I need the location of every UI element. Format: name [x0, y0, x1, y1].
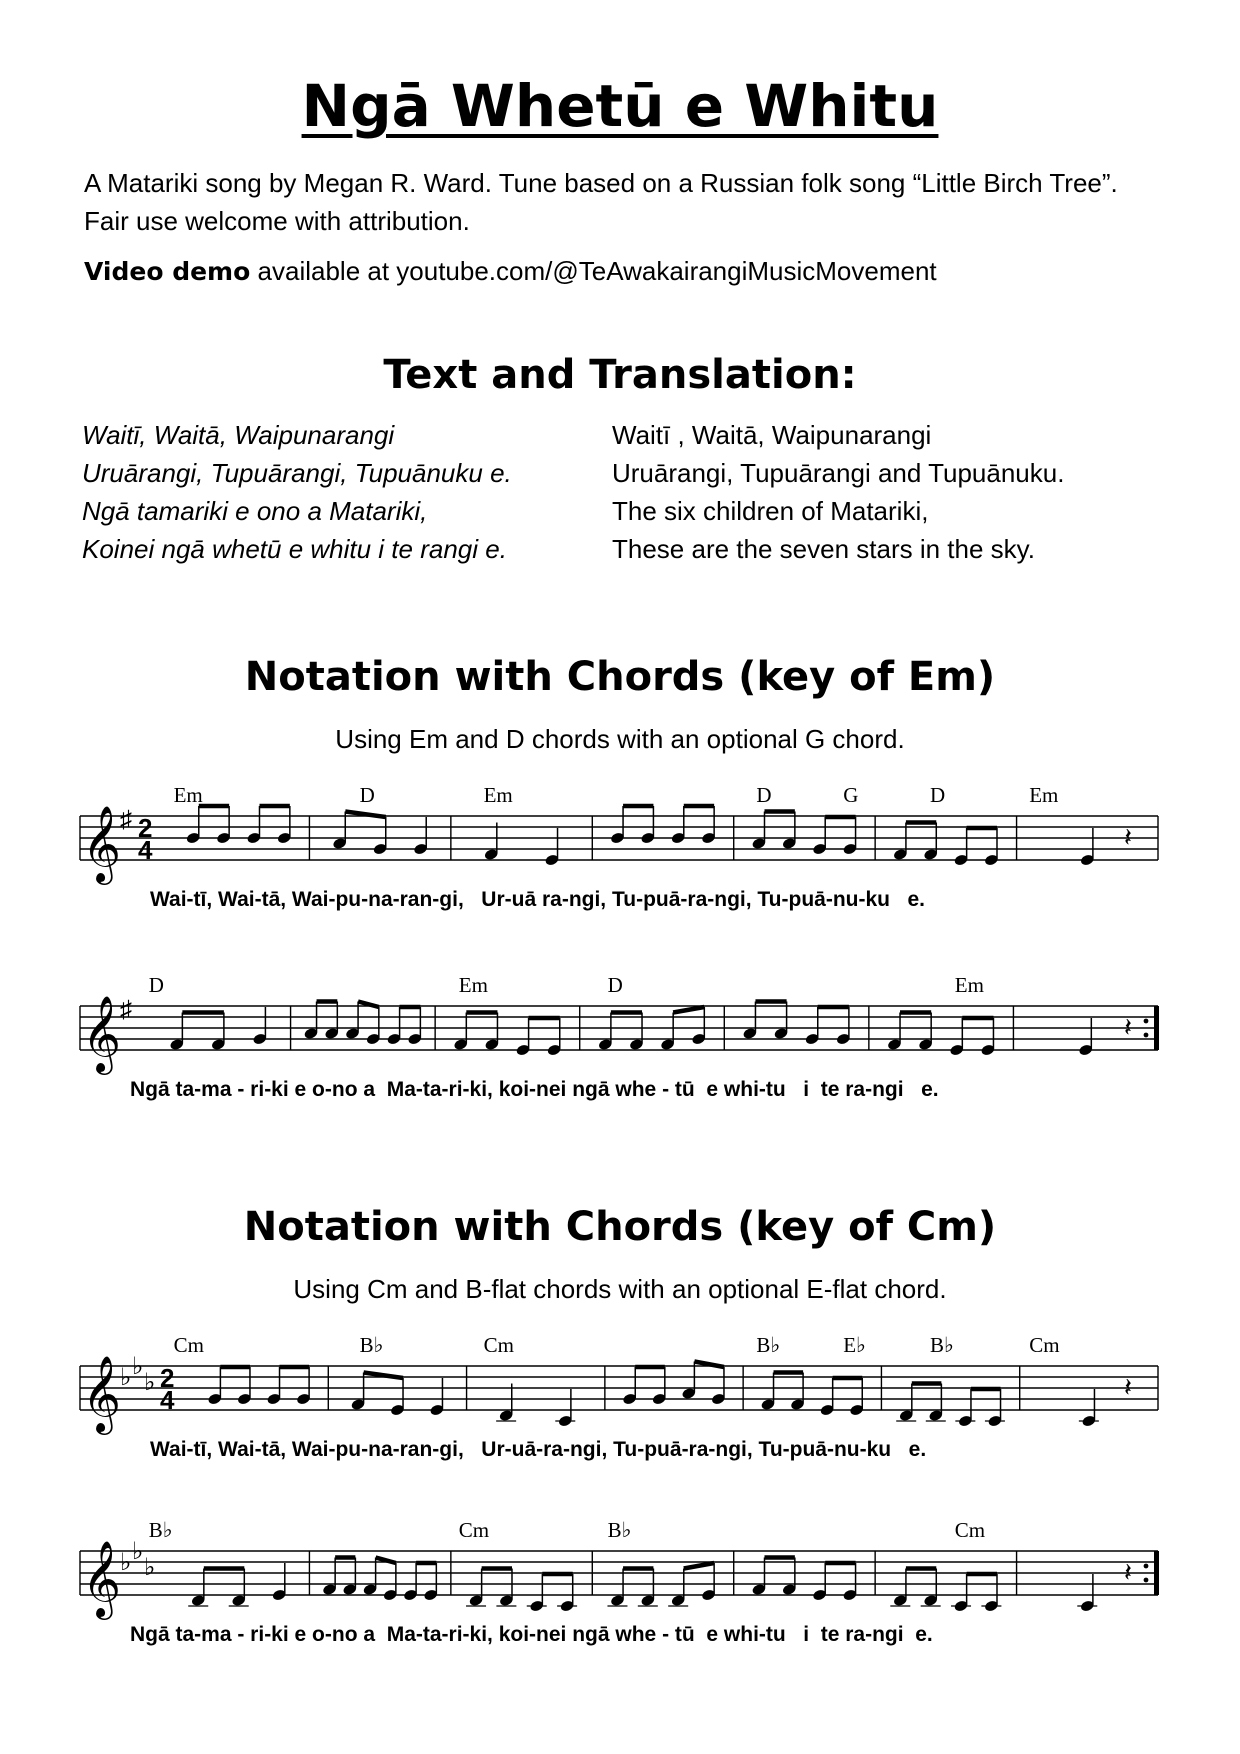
chord-symbol: B♭ [148, 1518, 173, 1542]
flat-key-icon: ♭ [144, 1369, 156, 1396]
chord-symbol: Em [173, 783, 203, 807]
chord-symbol: Em [1029, 783, 1059, 807]
sharp-key-icon: ♯ [120, 996, 132, 1023]
staff-svg [0, 1515, 1240, 1685]
lyrics-line: Ngā ta-ma - ri-ki e o-no a Ma-ta-ri-ki, koi-nei ngā whe - tū e whi-tu i te ra-ngi e. [130, 1623, 933, 1646]
chord-symbol: Cm [954, 1518, 986, 1542]
sharp-key-icon: ♯ [120, 806, 132, 833]
staff-cm-line-2 [0, 1515, 1240, 1685]
maori-line: Ngā tamariki e ono a Matariki, [82, 496, 428, 526]
chord-symbol: B♭ [930, 1333, 954, 1357]
flat-key-icon: ♭ [132, 1353, 144, 1380]
repeat-dot [1144, 1033, 1149, 1038]
chord-symbol: Cm [458, 1518, 490, 1542]
treble-clef-icon: 𝄞 [82, 1356, 122, 1430]
beam [684, 1563, 714, 1569]
video-label: Video demo [84, 257, 251, 286]
time-signature-bottom: 4 [160, 1385, 175, 1415]
translation-heading: Text and Translation: [383, 352, 857, 398]
maori-line: Uruārangi, Tupuārangi, Tupuānuku e. [82, 458, 512, 488]
english-translation [612, 416, 1064, 568]
time-signature-top: 2 [160, 1363, 175, 1393]
english-line: These are the seven stars in the sky. [612, 534, 1035, 564]
chord-symbol: Em [954, 973, 984, 997]
quarter-rest-icon: 𝄽 [1124, 1372, 1132, 1402]
english-line: Uruārangi, Tupuārangi and Tupuānuku. [612, 458, 1065, 488]
video-note [84, 252, 1164, 291]
section-subtitle-em: Using Em and D chords with an optional G chord. [335, 724, 905, 754]
treble-clef-icon: 𝄞 [82, 806, 122, 880]
section-heading-em: Notation with Chords (key of Em) [244, 654, 996, 700]
staff-svg [0, 970, 1240, 1140]
repeat-dot [1144, 1578, 1149, 1583]
quarter-rest-icon: 𝄽 [1124, 822, 1132, 852]
staff-em-line-2 [0, 970, 1240, 1140]
video-link-text: available at youtube.com/@TeAwakairangiMusicMovement [250, 256, 937, 286]
chord-symbol: B♭ [359, 1333, 384, 1357]
repeat-dot [1144, 1019, 1149, 1024]
staff-em-line-1 [0, 780, 1240, 950]
maori-line: Koinei ngā whetū e whitu i te rangi e. [82, 534, 507, 564]
chord-symbol: Em [458, 973, 488, 997]
repeat-barline [1154, 1006, 1159, 1050]
maori-text [82, 416, 512, 568]
english-line: Waitī , Waitā, Waipunarangi [612, 420, 932, 450]
flat-key-icon: ♭ [144, 1554, 156, 1581]
quarter-rest-icon: 𝄽 [1124, 1012, 1132, 1042]
chord-symbol: Cm [483, 1333, 514, 1357]
lyrics-line: Ngā ta-ma - ri-ki e o-no a Ma-ta-ri-ki, koi-nei ngā whe - tū e whi-tu i te ra-ngi e. [130, 1078, 939, 1101]
staff-svg [0, 1330, 1240, 1500]
chord-symbol: D [607, 973, 623, 997]
staff-cm-line-1 [0, 1330, 1240, 1500]
lyrics-line: Wai-tī, Wai-tā, Wai-pu-na-ran-gi, Ur-uā ra-ngi, Tu-puā-ra-ngi, Tu-puā-nu-ku e. [150, 888, 925, 911]
time-signature-top: 2 [138, 813, 153, 843]
section-heading-cm: Notation with Chords (key of Cm) [243, 1204, 997, 1250]
time-signature-bottom: 4 [138, 835, 153, 865]
treble-clef-icon: 𝄞 [82, 996, 122, 1070]
chord-symbol: Em [483, 783, 513, 807]
chord-symbol: B♭ [607, 1518, 632, 1542]
chord-symbol: D [756, 783, 772, 807]
beam [673, 1007, 704, 1013]
chord-symbol: D [359, 783, 375, 807]
flat-key-icon: ♭ [132, 1538, 144, 1565]
flat-key-icon: ♭ [120, 1364, 132, 1391]
chord-symbol: G [843, 783, 859, 807]
chord-symbol: D [148, 973, 164, 997]
song-title: Ngā Whetū e Whitu [301, 72, 939, 140]
flat-key-icon: ♭ [120, 1549, 132, 1576]
staff-svg [0, 780, 1240, 950]
chord-symbol: D [930, 783, 946, 807]
section-subtitle-cm: Using Cm and B-flat chords with an optional E-flat chord. [293, 1274, 947, 1304]
repeat-dot [1144, 1564, 1149, 1569]
repeat-barline [1154, 1551, 1159, 1595]
english-line: The six children of Matariki, [612, 496, 929, 526]
chord-symbol: B♭ [756, 1333, 781, 1357]
chord-symbol: Cm [1029, 1333, 1060, 1357]
chord-symbol: E♭ [843, 1333, 866, 1357]
treble-clef-icon: 𝄞 [82, 1541, 122, 1615]
quarter-rest-icon: 𝄽 [1124, 1557, 1132, 1587]
maori-line: Waitī, Waitā, Waipunarangi [82, 420, 395, 450]
chord-symbol: Cm [173, 1333, 204, 1357]
lyrics-line: Wai-tī, Wai-tā, Wai-pu-na-ran-gi, Ur-uā-ra-ngi, Tu-puā-ra-ngi, Tu-puā-nu-ku e. [150, 1438, 927, 1461]
intro-text: A Matariki song by Megan R. Ward. Tune based on a Russian folk song “Little Birch Tree”. Fair use welcome with attribution. [84, 168, 1118, 236]
